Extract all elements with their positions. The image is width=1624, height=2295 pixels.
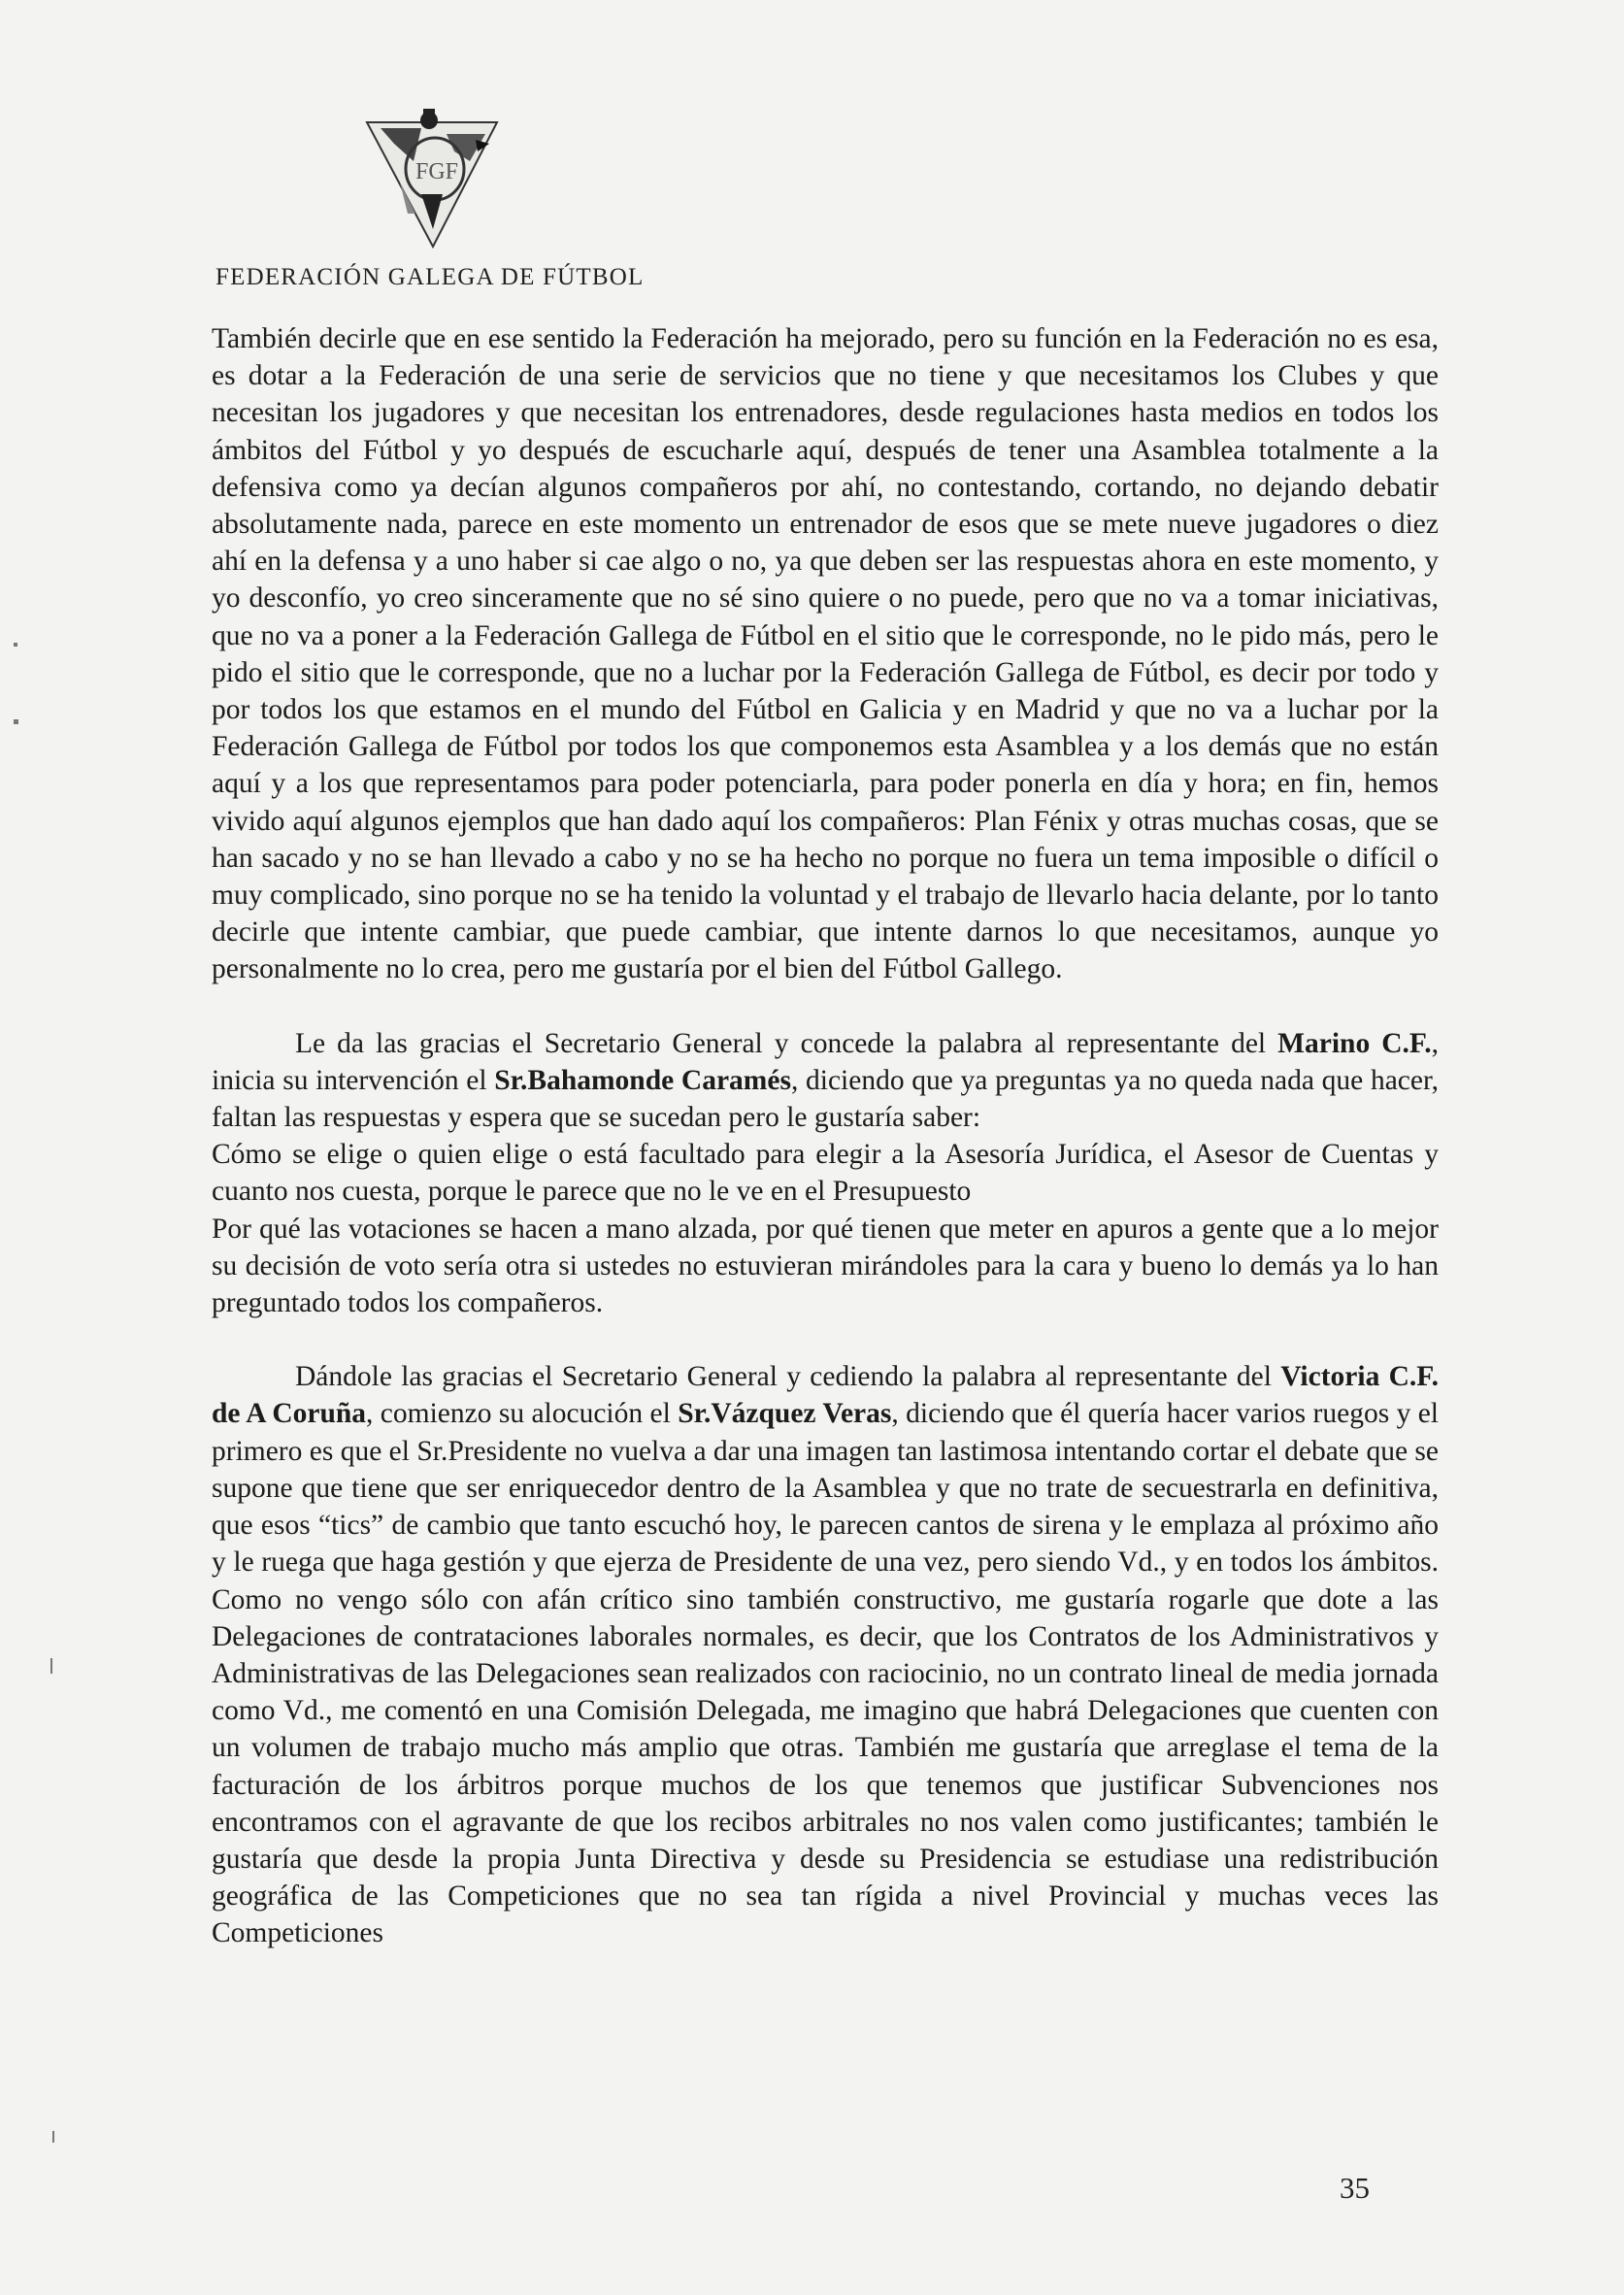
paragraph-2 (212, 1025, 1439, 1137)
scan-speck (50, 1658, 52, 1674)
question-1: Cómo se elige o quien elige o está facultado para elegir a la Asesoría Jurídica, el Asesor de Cuentas y cuanto nos cuesta, porque le parece que no le ve en el Presupuesto (212, 1139, 1439, 1208)
paragraph-3-intro: Dándole las gracias el Secretario General y cediendo la palabra al representante del (295, 1361, 1281, 1393)
document-body (212, 320, 1439, 1952)
fgf-shield-logo-icon (361, 105, 503, 250)
svg-text:FGF: FGF (415, 159, 459, 184)
paragraph-2-mid: , inicia su intervención el (212, 1027, 1439, 1096)
paragraph-3 (212, 1358, 1439, 1951)
club-name-victoria: Victoria C.F. de A Coruña (212, 1361, 1439, 1430)
letterhead-organization: FEDERACIÓN GALEGA DE FÚTBOL (215, 264, 645, 290)
paragraph-2-intro: Le da las gracias el Secretario General y concede la palabra al representante del (295, 1027, 1278, 1059)
paragraph-2-rest: , diciendo que ya preguntas ya no queda nada que hacer, faltan las respuestas y espera que se sucedan pero le gustaría saber: (212, 1064, 1439, 1134)
speaker-name-vazquez: Sr.Vázquez Veras (678, 1398, 892, 1430)
paragraph-3-rest: , diciendo que él quería hacer varios ruegos y el primero es que el Sr.Presidente no vuelva a dar una imagen tan lastimosa intentando cortar el debate que se supone que tiene que ser enriquecedor dentro de la Asamblea y que no trate de secuestrarla en definitiva, que esos “tics” de cambio que tanto escuchó hoy, le parecen cantos de sirena y le emplaza al próximo año y le ruega que haga gestión y que ejerza de Presidente de una vez, pero siendo Vd., y en todos los ámbitos. Como no vengo sólo con afán crítico sino también constructivo, me gustaría rogarle que dote a las Delegaciones de contrataciones laborales normales, es decir, que los Contratos de los Administrativos y Administrativas de las Delegaciones sean realizados con raciocinio, no un contrato lineal de media jornada como Vd., me comentó en una Comisión Delegada, me imagino que habrá Delegaciones que cuenten con un volumen de trabajo mucho más amplio que otras. También me gustaría que arreglase el tema de la facturación de los árbitros porque muchos de los que tenemos que justificar Subvenciones nos encontramos con el agravante de que los recibos arbitrales no nos valen como justificantes; también le gustaría que desde la propia Junta Directiva y desde su Presidencia se estudiase una redistribución geográfica de las Competiciones que no sea tan rígida a nivel Provincial y muchas veces las Competiciones (212, 1398, 1439, 1949)
speaker-name-bahamonde: Sr.Bahamonde Caramés (494, 1064, 791, 1096)
scan-speck (14, 719, 18, 724)
scan-speck (14, 643, 17, 647)
club-name-marino: Marino C.F. (1277, 1027, 1432, 1059)
question-2: Por qué las votaciones se hacen a mano alzada, por qué tienen que meter en apuros a gente que a lo mejor su decisión de voto sería otra si ustedes no estuvieran mirándoles para la cara y bueno lo demás ya lo han preguntado todos los compañeros. (212, 1213, 1439, 1319)
paragraph-1: También decirle que en ese sentido la Federación ha mejorado, pero su función en la Federación no es esa, es dotar a la Federación de una serie de servicios que no tiene y que necesitamos los Clubes y que necesitan los jugadores y que necesitan los entrenadores, desde regulaciones hasta medios en todos los ámbitos del Fútbol y yo después de escucharle aquí, después de tener una Asamblea totalmente a la defensiva como ya decían algunos compañeros por ahí, no contestando, cortando, no dejando debatir absolutamente nada, parece en este momento un entrenador de esos que se mete nueve jugadores o diez ahí en la defensa y a uno haber si cae algo o no, ya que deben ser las respuestas ahora en este momento, y yo desconfío, yo creo sinceramente que no sé sino quiere o no puede, pero que no va a tomar iniciativas, que no va a poner a la Federación Gallega de Fútbol en el sitio que le corresponde, no le pido más, pero le pido el sitio que le corresponde, que no a luchar por la Federación Gallega de Fútbol, es decir por todo y por todos los que estamos en el mundo del Fútbol en Galicia y en Madrid y que no va a luchar por la Federación Gallega de Fútbol por todos los que componemos esta Asamblea y a los demás que no están aquí y a los que representamos para poder potenciarla, para poder ponerla en día y hora; en fin, hemos vivido aquí algunos ejemplos que han dado aquí los compañeros: Plan Fénix y otras muchas cosas, que se han sacado y no se han llevado a cabo y no se ha hecho no porque no fuera un tema imposible o difícil o muy complicado, sino porque no se ha tenido la voluntad y el trabajo de llevarlo hacia delante, por lo tanto decirle que intente cambiar, que puede cambiar, que intente darnos lo que necesitamos, aunque yo personalmente no lo crea, pero me gustaría por el bien del Fútbol Gallego. (212, 323, 1439, 985)
paragraph-3-mid: , comienzo su alocución el (366, 1398, 679, 1430)
scan-speck (52, 2131, 54, 2143)
page-number: 35 (1340, 2171, 1370, 2205)
